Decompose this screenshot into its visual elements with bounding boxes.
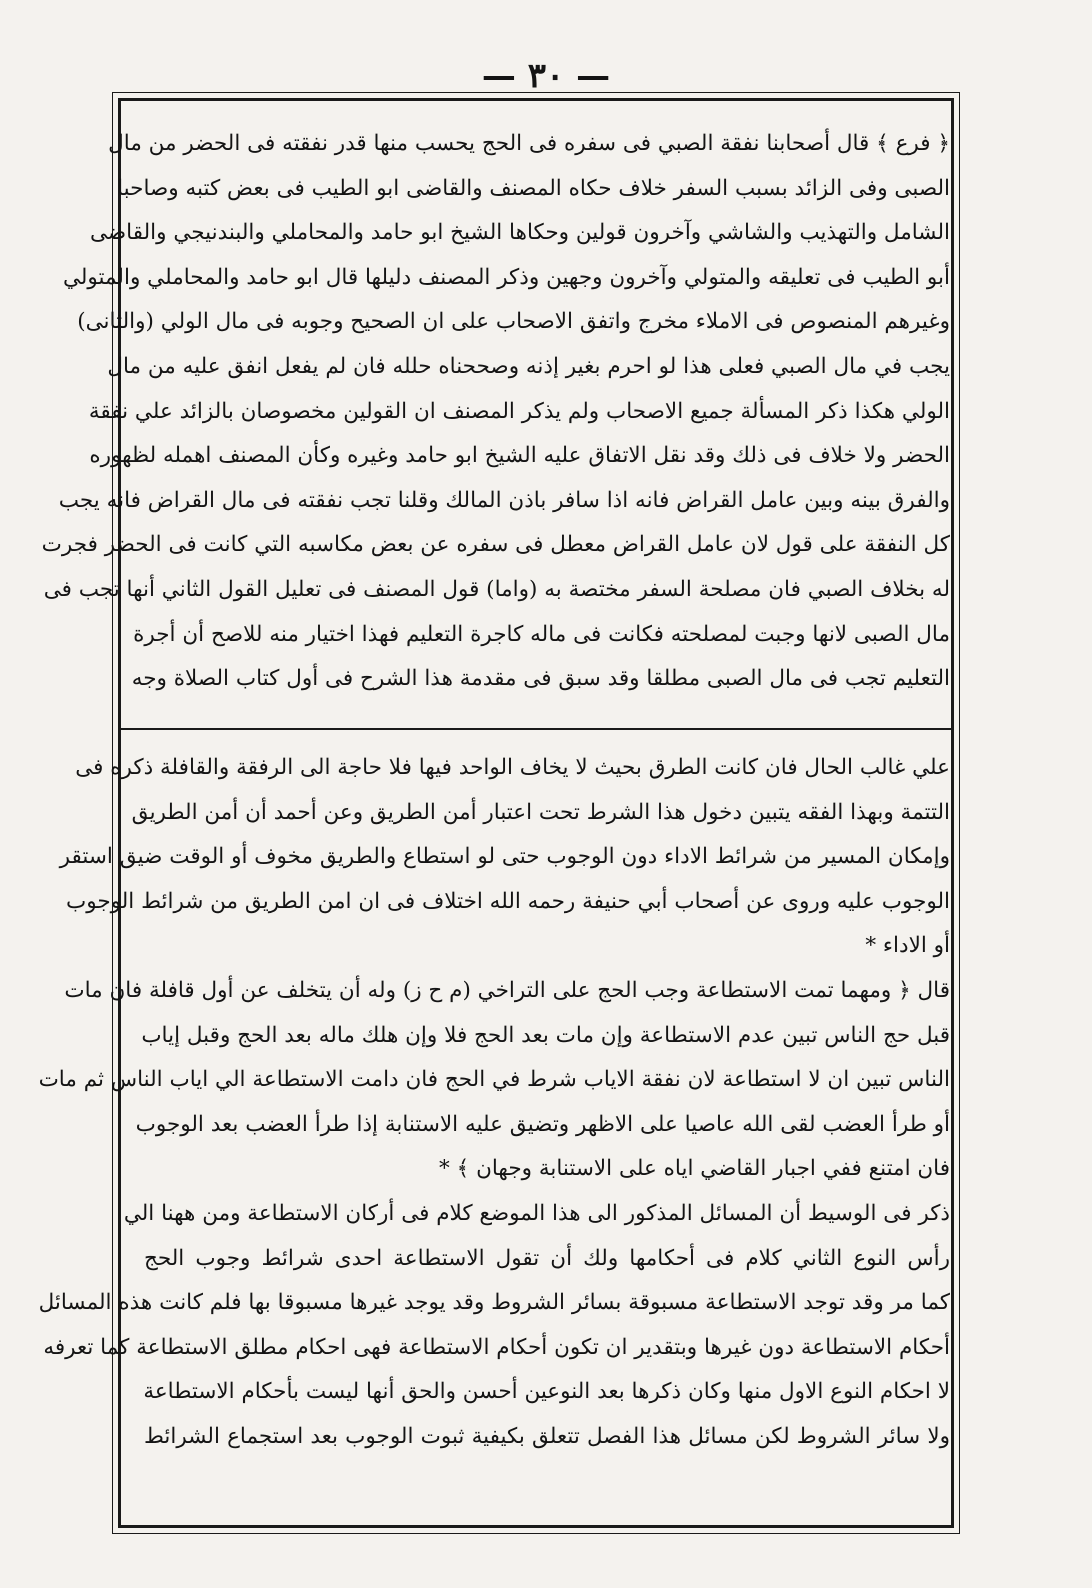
main-text-line: رأس النوع الثاني كلام فى أحكامها ولك أن تقول الاستطاعة احدى شرائط وجوب الحج bbox=[144, 1245, 950, 1271]
main-text-line: قال ﴿ ومهما تمت الاستطاعة وجب الحج على التراخي (م ح ز) وله أن يتخلف عن أول قافلة فان مات bbox=[64, 977, 950, 1003]
section-divider bbox=[121, 728, 951, 730]
main-text-line: وإمكان المسير من شرائط الاداء دون الوجوب حتى لو استطاع والطريق مخوف أو الوقت ضيق استقر bbox=[59, 844, 950, 870]
main-text-line: أو الاداء * bbox=[865, 933, 950, 959]
commentary-line: له بخلاف الصبي فان مصلحة السفر مختصة به (واما) قول المصنف فى تعليل القول الثاني أنها تجب فى bbox=[43, 576, 950, 602]
main-text-line: أو طرأ العضب لقى الله عاصيا على الاظهر وتضيق عليه الاستنابة إذا طرأ العضب بعد الوجوب bbox=[135, 1111, 950, 1137]
commentary-line: الشامل والتهذيب والشاشي وآخرون قولين وحكاها الشيخ ابو حامد والمحاملي والبندنيجي والقاضى bbox=[90, 220, 950, 246]
commentary-line: الحضر ولا خلاف فى ذلك وقد نقل الاتفاق عليه الشيخ ابو حامد وغيره وكأن المصنف اهمله لظهوره bbox=[89, 443, 950, 469]
commentary-line: أبو الطيب فى تعليقه والمتولي وآخرون وجهين وذكر المصنف دليلها قال ابو حامد والمحاملي والمتولي bbox=[62, 264, 950, 290]
main-text-line: كما مر وقد توجد الاستطاعة مسبوقة بسائر الشروط وقد يوجد غيرها مسبوقا بها فلم كانت هذه المسائل bbox=[38, 1290, 950, 1316]
commentary-line: الصبى وفى الزائد بسبب السفر خلاف حكاه المصنف والقاضى ابو الطيب فى بعض كتبه وصاحبا bbox=[117, 175, 950, 201]
main-text-line: قبل حج الناس تبين عدم الاستطاعة وإن مات بعد الحج فلا وإن هلك ماله بعد الحج وقبل إياب bbox=[141, 1022, 950, 1048]
main-text-line: الناس تبين ان لا استطاعة لان نفقة الاياب شرط في الحج فان دامت الاستطاعة الي اياب الناس ثم مات bbox=[38, 1067, 950, 1093]
commentary-block bbox=[41, 122, 950, 702]
commentary-line: مال الصبى لانها وجبت لمصلحته فكانت فى ماله كاجرة التعليم فهذا اختيار منه للاصح أن أجرة bbox=[133, 621, 950, 647]
main-text-line: أحكام الاستطاعة دون غيرها وبتقدير ان تكون أحكام الاستطاعة فهى احكام مطلق الاستطاعة كما تعرفه bbox=[43, 1334, 950, 1360]
main-text-line: التتمة وبهذا الفقه يتبين دخول هذا الشرط تحت اعتبار أمن الطريق وعن أحمد أن أمن الطريق bbox=[131, 799, 950, 825]
main-text-line: فان امتنع ففي اجبار القاضي اياه على الاستنابة وجهان ﴾ * bbox=[439, 1156, 950, 1182]
commentary-line: والفرق بينه وبين عامل القراض فانه اذا سافر باذن المالك وقلنا تجب نفقته فى مال القراض فانه يجب bbox=[58, 487, 950, 513]
page-number: — ٣٠ — bbox=[481, 56, 611, 96]
main-text-line: علي غالب الحال فان كانت الطرق بحيث لا يخاف الواحد فيها فلا حاجة الى الرفقة والقافلة ذكره فى bbox=[75, 755, 950, 780]
main-text-line: الوجوب عليه وروى عن أصحاب أبي حنيفة رحمه الله اختلاف فى ان امن الطريق من شرائط الوجوب bbox=[65, 888, 950, 914]
main-text-line: ولا سائر الشروط لكن مسائل هذا الفصل تتعلق بكيفية ثبوت الوجوب بعد استجماع الشرائط bbox=[144, 1423, 950, 1449]
main-text-line: لا احكام النوع الاول منها وكان ذكرها بعد النوعين أحسن والحق أنها ليست بأحكام الاستطاعة bbox=[143, 1379, 950, 1405]
commentary-line: كل النفقة على قول لان عامل القراض معطل فى سفره عن بعض مكاسبه التي كانت فى الحضر فجرت bbox=[41, 532, 950, 558]
commentary-line: وغيرهم المنصوص فى الاملاء مخرج واتفق الاصحاب على ان الصحيح وجوبه فى مال الولي (والثانى) bbox=[77, 309, 950, 335]
commentary-line: الولي هكذا ذكر المسألة جميع الاصحاب ولم يذكر المصنف ان القولين مخصوصان بالزائد علي نفقة bbox=[88, 398, 950, 424]
commentary-line: التعليم تجب فى مال الصبى مطلقا وقد سبق فى مقدمة هذا الشرح فى أول كتاب الصلاة وجه bbox=[131, 666, 950, 692]
commentary-line: يجب في مال الصبي فعلى هذا لو احرم بغير إذنه وصححناه حلله فان لم يفعل انفق عليه من مال bbox=[107, 353, 950, 379]
main-text-block bbox=[38, 746, 950, 1460]
main-text-line: ذكر فى الوسيط أن المسائل المذكور الى هذا الموضع كلام فى أركان الاستطاعة ومن ههنا الي bbox=[123, 1200, 950, 1226]
commentary-line: ﴿ فرع ﴾ قال أصحابنا نفقة الصبي فى سفره فى الحج يحسب منها قدر نفقته فى الحضر من مال bbox=[108, 131, 950, 156]
